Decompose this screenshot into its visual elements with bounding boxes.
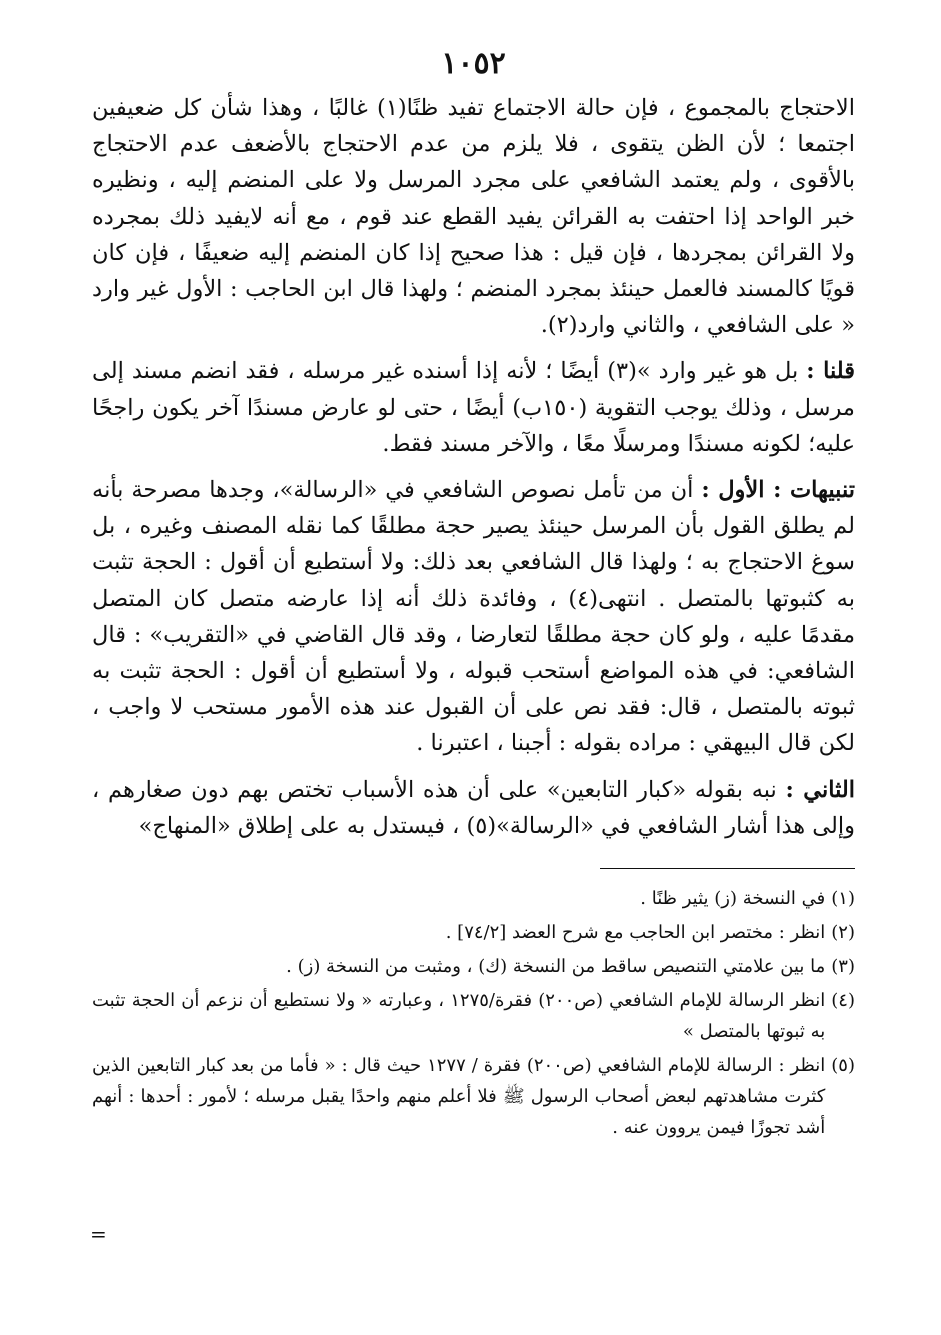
paragraph-3: [92, 472, 855, 762]
footnote-number: (٥): [831, 1055, 855, 1077]
footnote-number: (٢): [831, 922, 855, 944]
paragraph-text: أن من تأمل نصوص الشافعي في «الرسالة»، وجدها مصرحة بأنه لم يطلق القول بأن المرسل حينئذ يصير حجة مطلقًا كما نقله المصنف وغيره ، بل سوغ الاحتجاج به ؛ ولهذا قال الشافعي بعد ذلك: ولا أستطيع أن أقول : الحجة تثبت به كثبوتها بالمتصل . انتهى(٤) ، وفائدة ذلك أنه إذا عارضه متصل كان المتصل مقدمًا عليه ، ولو كان حجة مطلقًا لتعارضا ، وقد قال القاضي في «التقريب» : قال الشافعي: في هذه المواضع أستحب قبوله ، ولا أستطيع أن أقول : الحجة تثبت به ثبوته بالمتصل ، قال: فقد نص على أن القبول عند هذه الأمور مستحب لا واجب ، لكن قال البيهقي : مراده بقوله : أجبنا ، اعتبرنا .: [92, 477, 855, 757]
footnote-text: ما بين علامتي التنصيص ساقط من النسخة (ك) ، ومثبت من النسخة (ز) .: [286, 956, 826, 978]
page-number: ١٠٥٢: [441, 46, 506, 81]
footnote-number: (٤): [831, 990, 855, 1012]
paragraph-text: بل هو غير وارد »(٣) أيضًا ؛ لأنه إذا أسنده غير مرسله ، فقد انضم مسند إلى مرسل ، وذلك يوجب التقوية (١٥٠ب) أيضًا ، حتى لو عارض مسندًا آخر يكون راجحًا عليه؛ لكونه مسندًا ومرسلًا معًا ، والآخر مسند فقط.: [92, 358, 855, 457]
footnote-number: (١): [831, 888, 855, 910]
footnote-4: [92, 985, 855, 1047]
paragraph-lead: تنبيهات : الأول :: [701, 477, 855, 504]
paragraph-lead: قلنا :: [806, 358, 856, 385]
footnote-1: [92, 883, 855, 914]
footnote-text: انظر الرسالة للإمام الشافعي (ص٢٠٠) فقرة/١٢٧٥ ، وعبارته « ولا نستطيع أن نزعم أن الحجة تثبت به ثبوتها بالمتصل »: [92, 990, 826, 1043]
paragraph-1: [92, 90, 855, 343]
paragraph-4: [92, 772, 855, 844]
paragraph-2: [92, 353, 855, 462]
paragraph-text: الاحتجاج بالمجموع ، فإن حالة الاجتماع تفيد ظنًا(١) غالبًا ، وهذا شأن كل ضعيفين اجتمعا ؛ لأن الظن يتقوى ، فلا يلزم من عدم الاحتجاج بالأضعف عدم الاحتجاج بالأقوى ، ولم يعتمد الشافعي على مجرد المرسل ولا على المنضم إليه ، ونظيره خبر الواحد إذا احتفت به القرائن يفيد القطع عند قوم ، مع أنه لايفيد ذلك بمجرده ولا القرائن بمجردها ، فإن قيل : هذا صحيح إذا كان المنضم إليه ضعيفًا ، فإن كان قويًا كالمسند فالعمل حينئذ بمجرد المنضم ؛ ولهذا قال ابن الحاجب : الأول غير وارد « على الشافعي ، والثاني وارد(٢).: [92, 95, 855, 339]
paragraph-text: نبه بقوله «كبار التابعين» على أن هذه الأسباب تختص بهم دون صغارهم ، وإلى هذا أشار الشافعي في «الرسالة»(٥) ، فيستدل به على إطلاق «المنهاج»: [92, 776, 855, 839]
footnote-number: (٣): [831, 956, 855, 978]
footnote-text: انظر : مختصر ابن الحاجب مع شرح العضد [٧٤/٢] .: [445, 922, 826, 944]
footnote-5: [92, 1050, 855, 1143]
continuation-mark: =: [90, 1222, 107, 1246]
footnote-separator: [600, 868, 855, 869]
footnote-2: [92, 917, 855, 948]
footnote-text: في النسخة (ز) يثير ظنًا .: [640, 888, 826, 910]
main-text: [92, 90, 855, 844]
footnote-3: [92, 951, 855, 982]
footnote-text: انظر : الرسالة للإمام الشافعي (ص٢٠٠) فقرة / ١٢٧٧ حيث قال : « فأما من بعد كبار التابعين الذين كثرت مشاهدتهم لبعض أصحاب الرسول ﷺ فلا أعلم منهم واحدًا يقبل مرسله ؛ لأمور : أحدها : أنهم أشد تجوزًا فيمن يروون عنه .: [92, 1055, 826, 1139]
footnotes: [92, 883, 855, 1143]
paragraph-lead: الثاني :: [785, 776, 855, 803]
